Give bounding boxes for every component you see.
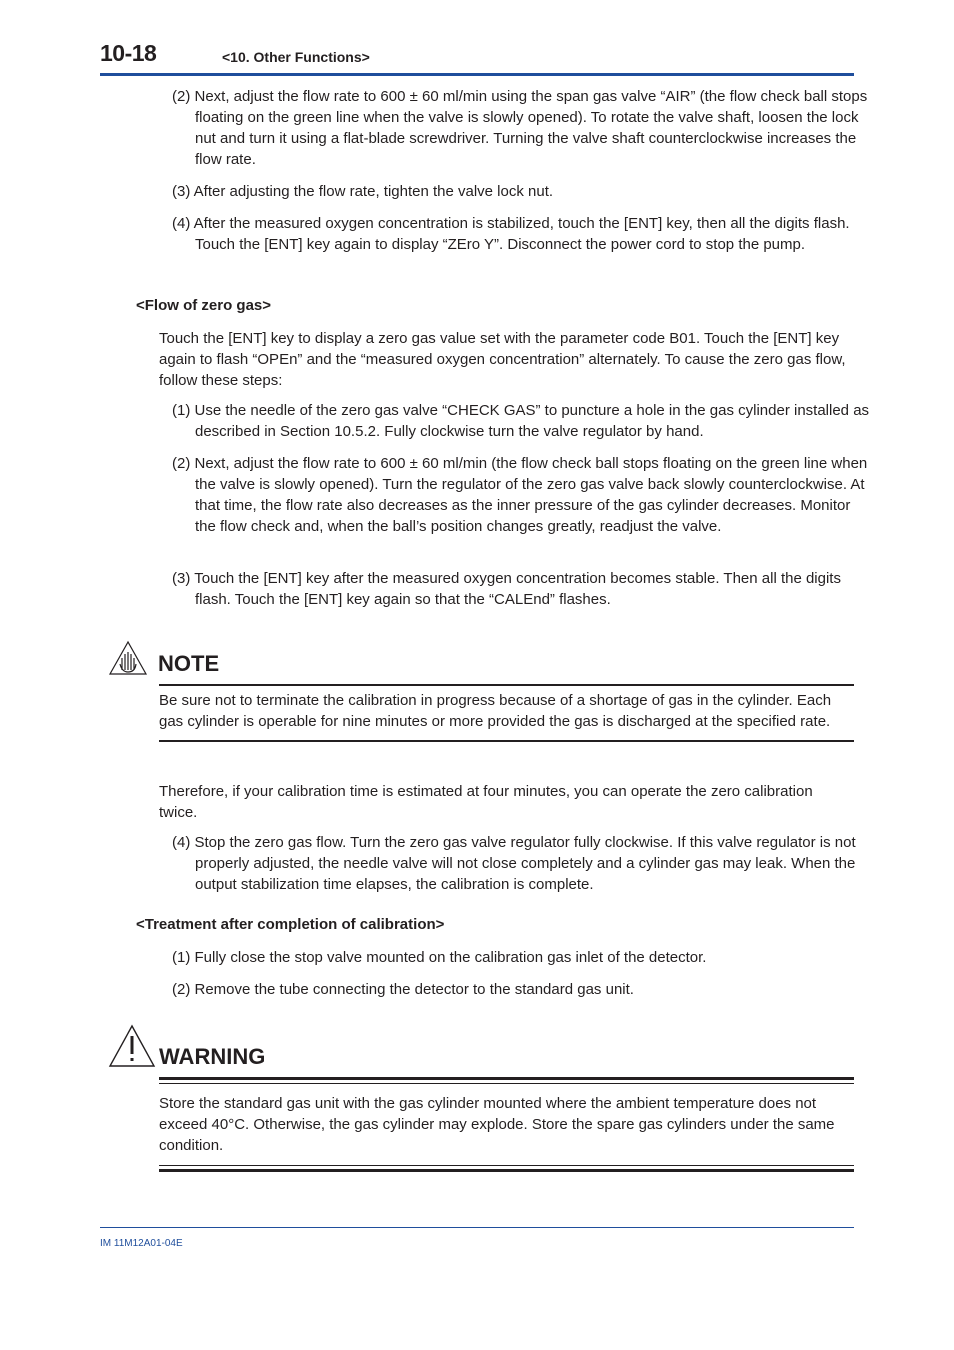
doc-code: IM 11M12A01-04E xyxy=(100,1238,183,1249)
warning-top-rule-2 xyxy=(159,1083,854,1084)
warning-body: Store the standard gas unit with the gas cylinder mounted where the ambient temperature does not exceed 40°C. Otherwise, the gas cylinder may explode. Store the spare gas cylinders under the same condition. xyxy=(159,1095,835,1154)
step-span-4: (4) After the measured oxygen concentration is stabilized, touch the [ENT] key, then all the digits flash. Touch the [ENT] key again to display “ZEro Y”. Disconnect the power cord to stop the pump. xyxy=(172,215,850,253)
footer-rule xyxy=(100,1227,854,1228)
warning-bottom-rule-1 xyxy=(159,1165,854,1166)
step-zero-3: (3) Touch the [ENT] key after the measured oxygen concentration becomes stable. Then all the digits flash. Touch the [ENT] key again so that the “CALEnd” flashes. xyxy=(172,570,841,608)
treatment-heading: <Treatment after completion of calibration> xyxy=(136,916,445,933)
warning-triangle-icon xyxy=(108,1024,156,1068)
note-top-rule xyxy=(159,684,854,686)
step-span-2: (2) Next, adjust the flow rate to 600 ± 60 ml/min using the span gas valve “AIR” (the flow check ball stops floating on the green line when the valve is slowly opened). To rotate the valve shaft, loosen the lock nut and turn it using a flat-blade screwdriver. Turning the valve shaft counterclockwise increases the flow rate. xyxy=(172,88,868,168)
note-body: Be sure not to terminate the calibration in progress because of a shortage of gas in the cylinder. Each gas cylinder is operable for nine minutes or more provided the gas is discharged at the specified rate. xyxy=(159,692,832,730)
chapter-title: <10. Other Functions> xyxy=(222,49,370,65)
after-note-para: Therefore, if your calibration time is estimated at four minutes, you can operate the zero calibration twice. xyxy=(159,783,813,821)
note-bottom-rule xyxy=(159,740,854,742)
step-zero-2: (2) Next, adjust the flow rate to 600 ± 60 ml/min (the flow check ball stops floating on the green line when the valve is slowly opened). Turn the regulator of the zero gas valve back slowly counterclockwise. At that time, the flow rate also decreases as the inner pressure of the gas cylinder decreases. Monitor the flow check and, when the ball’s position changes greatly, readjust the valve. xyxy=(172,455,868,535)
step-treat-1: (1) Fully close the stop valve mounted on the calibration gas inlet of the detector. xyxy=(172,949,707,966)
step-zero-4: (4) Stop the zero gas flow. Turn the zero gas valve regulator fully clockwise. If this valve regulator is not properly adjusted, the needle valve will not close completely and a cylinder gas may leak. When the output stabilization time elapses, the calibration is complete. xyxy=(172,834,856,893)
note-title: NOTE xyxy=(158,651,220,676)
step-span-3: (3) After adjusting the flow rate, tighten the valve lock nut. xyxy=(172,183,554,200)
warning-title: WARNING xyxy=(159,1044,266,1069)
page-number: 10-18 xyxy=(100,40,157,66)
header-rule xyxy=(100,73,854,76)
warning-top-rule-1 xyxy=(159,1077,854,1080)
warning-bottom-rule-2 xyxy=(159,1169,854,1172)
step-zero-1: (1) Use the needle of the zero gas valve “CHECK GAS” to puncture a hole in the gas cylinder installed as described in Section 10.5.2. Fully clockwise turn the valve regulator by hand. xyxy=(172,402,870,440)
step-treat-2: (2) Remove the tube connecting the detector to the standard gas unit. xyxy=(172,981,634,998)
zero-gas-intro: Touch the [ENT] key to display a zero gas value set with the parameter code B01. Touch the [ENT] key again to flash “OPEn” and the “measured oxygen concentration” alternately. To cause the zero gas flow, follow these steps: xyxy=(159,330,846,389)
zero-gas-heading: <Flow of zero gas> xyxy=(136,297,272,314)
hand-icon xyxy=(108,640,148,676)
